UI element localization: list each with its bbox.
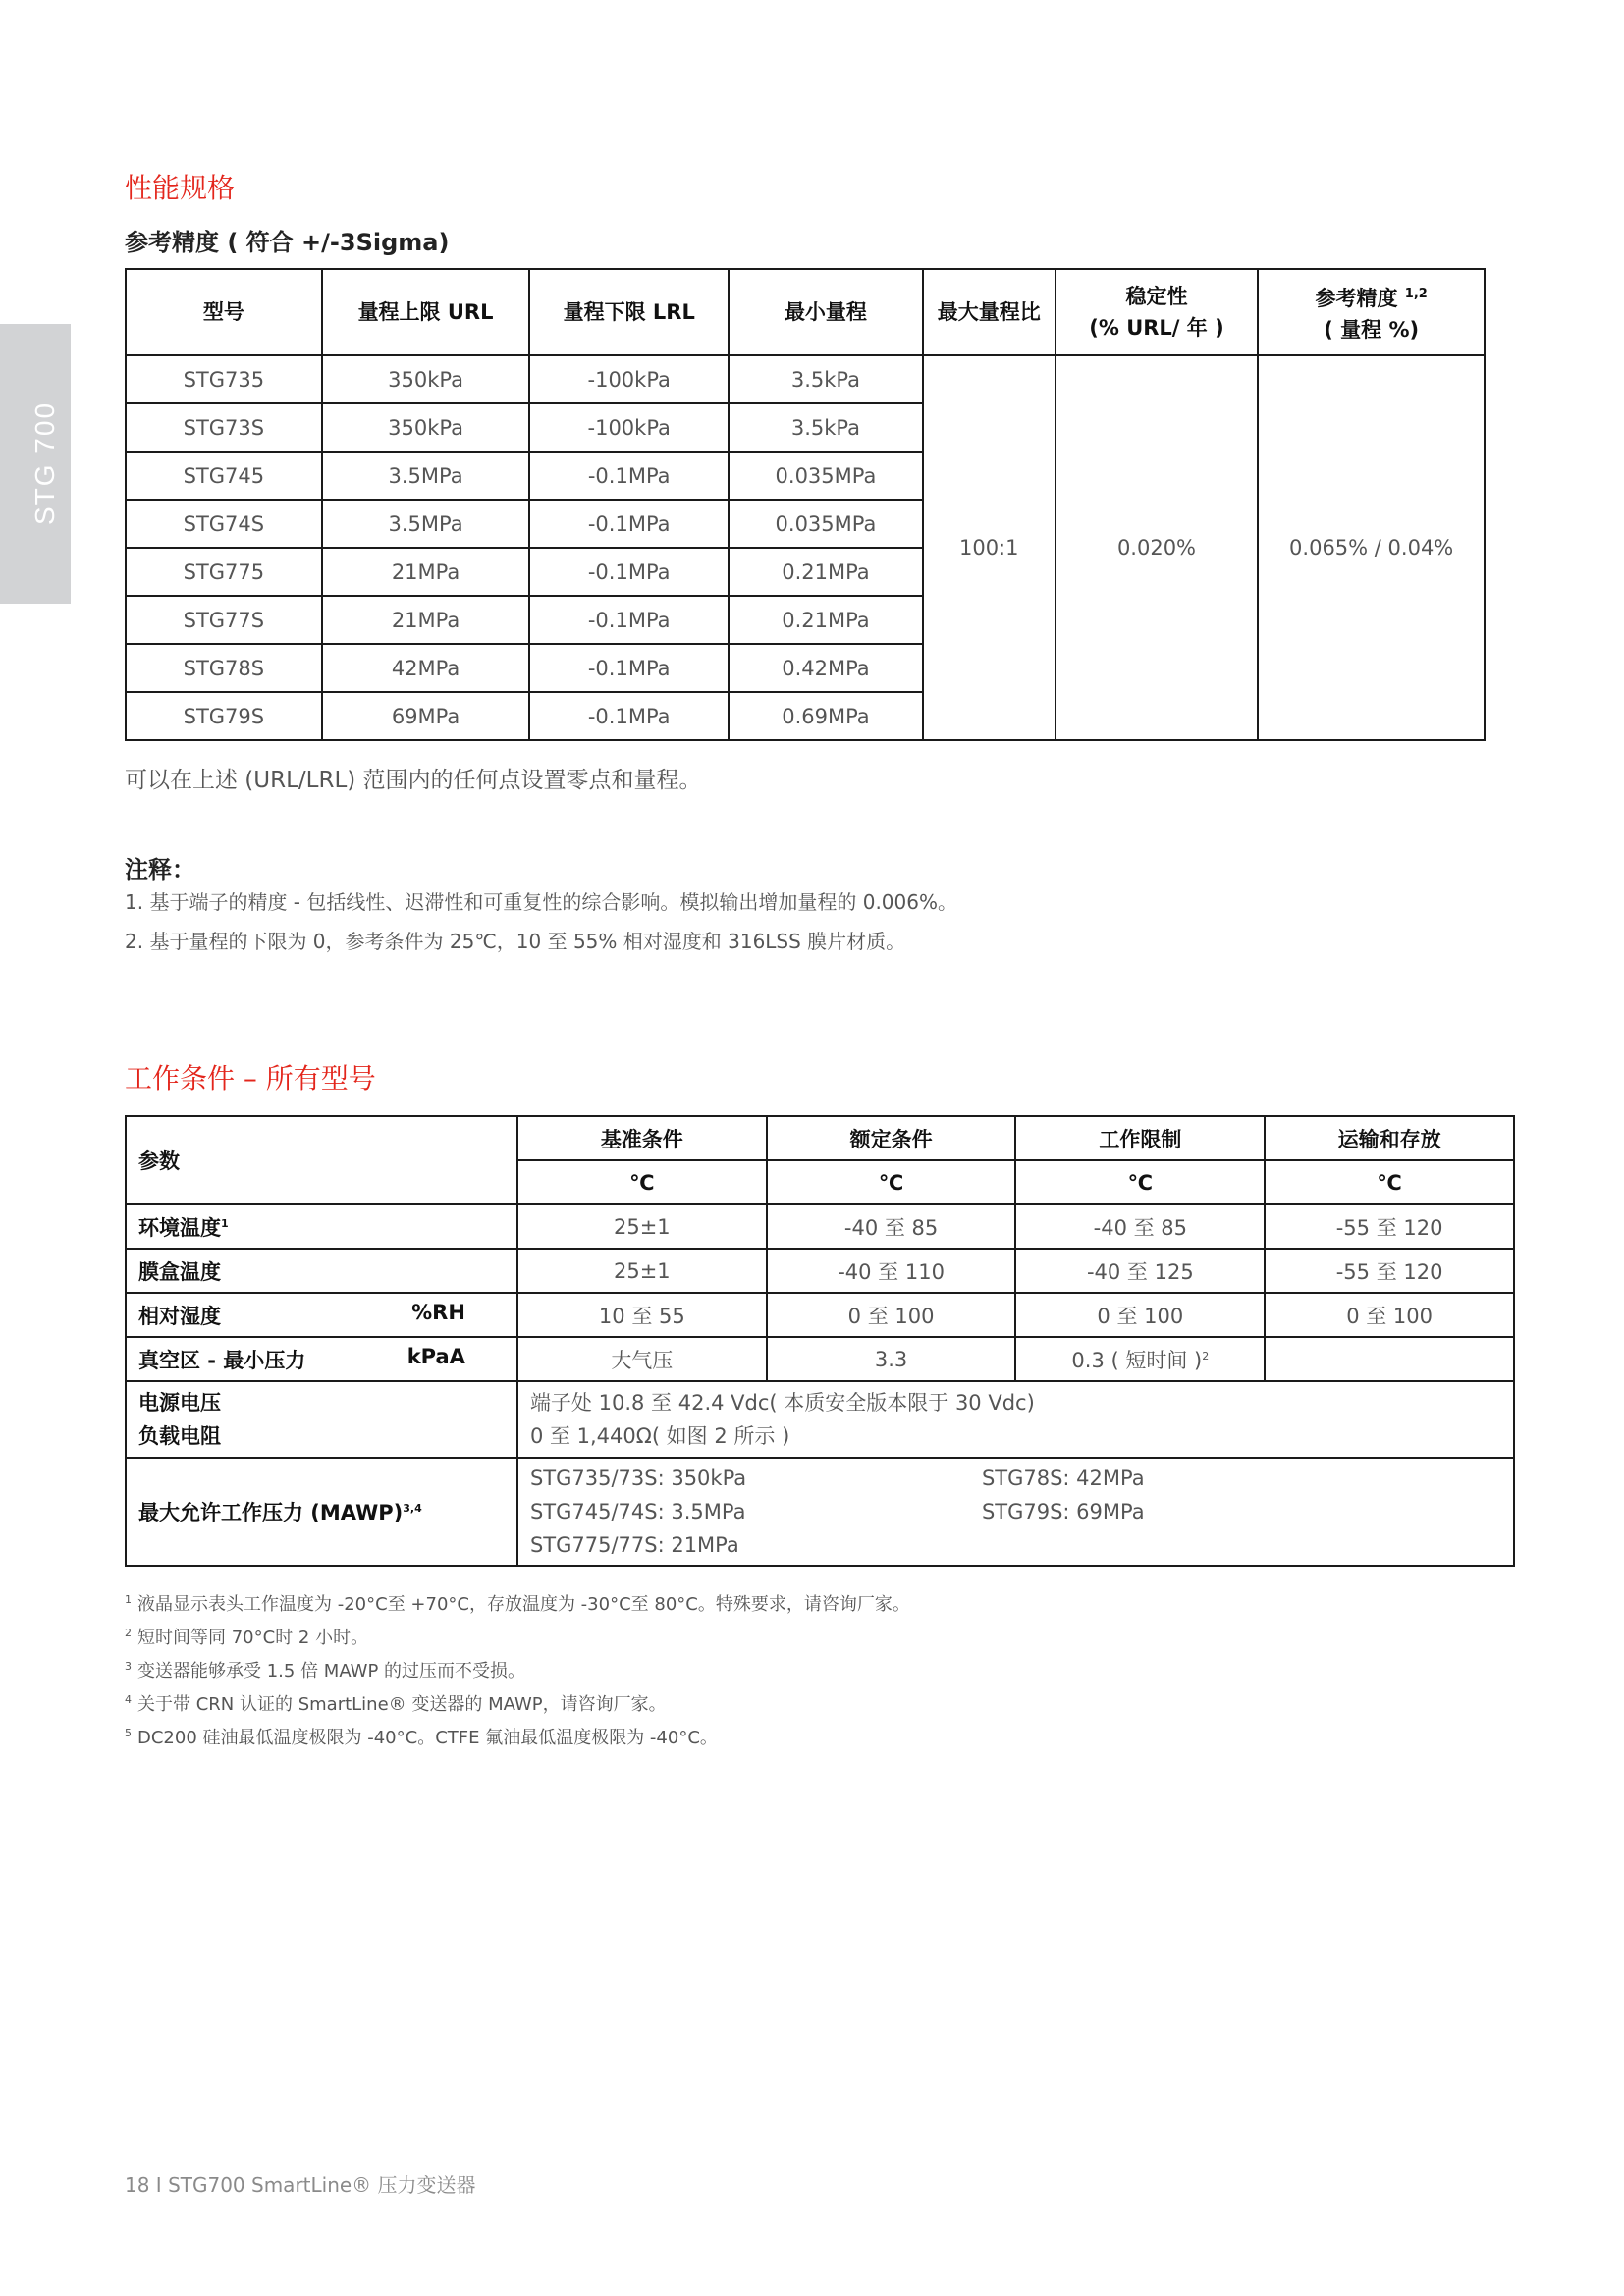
mawp-item: STG735/73S: 350kPa <box>529 1467 747 1490</box>
range-note: 可以在上述 (URL/LRL) 范围内的任何点设置零点和量程。 <box>125 768 702 793</box>
param-header: 参数 <box>126 1116 517 1204</box>
power-value <box>517 1381 1514 1458</box>
ops-row <box>126 1249 1514 1293</box>
ops-value <box>517 1204 767 1249</box>
ops-value-text: 0 至 100 <box>1097 1304 1184 1328</box>
unit-celsius: ℃ <box>1015 1160 1265 1204</box>
ops-value <box>767 1249 1016 1293</box>
col-header-rated: 额定条件 <box>767 1116 1016 1160</box>
header-accuracy-line1: 参考精度 <box>1315 287 1398 310</box>
footnote <box>125 1590 910 1616</box>
perf-cell-lrl: -0.1MPa <box>529 500 729 548</box>
header-max-turndown: 最大量程比 <box>923 269 1056 355</box>
header-accuracy-sup: 1,2 <box>1404 287 1428 301</box>
header-stability-line2: (% URL/ 年 ) <box>1089 316 1224 340</box>
ops-value-text: 25±1 <box>613 1258 671 1283</box>
ops-param-label: 真空区 - 最小压力 <box>138 1348 306 1372</box>
footnote-text: 变送器能够承受 1.5 倍 MAWP 的过压而不受损。 <box>137 1661 526 1682</box>
perf-cell-url: 3.5MPa <box>322 500 530 548</box>
notes-title: 注释： <box>125 856 195 883</box>
power-value-load: 0 至 1,440Ω( 如图 2 所示 ) <box>529 1424 790 1448</box>
perf-cell-lrl: -0.1MPa <box>529 452 729 500</box>
footnote-text: 液晶显示表头工作温度为 -20°C至 +70°C，存放温度为 -30°C至 80°C。特殊要求，请咨询厂家。 <box>137 1594 910 1615</box>
ops-value-text: -40 至 110 <box>838 1259 945 1284</box>
page-footer: 18 I STG700 SmartLine® 压力变送器 <box>125 2173 476 2197</box>
power-row <box>126 1381 1514 1458</box>
ops-value <box>517 1249 767 1293</box>
ops-value <box>1265 1204 1514 1249</box>
ops-param-label: 环境温度 <box>138 1215 221 1240</box>
ops-value <box>1015 1293 1265 1337</box>
mawp-label-text: 最大允许工作压力 (MAWP) <box>138 1501 404 1524</box>
perf-cell-min-span: 3.5kPa <box>729 403 923 452</box>
perf-cell-lrl: -0.1MPa <box>529 548 729 596</box>
col-header-operative: 工作限制 <box>1015 1116 1265 1160</box>
side-tab-label: STG 700 <box>29 400 60 526</box>
header-url: 量程上限 URL <box>322 269 530 355</box>
footnote <box>125 1690 667 1716</box>
merged-turndown: 100:1 <box>923 355 1056 740</box>
ops-value-text: 大气压 <box>611 1348 674 1372</box>
ops-value-sup: 2 <box>1202 1349 1210 1362</box>
ops-param-unit: %RH <box>411 1300 465 1324</box>
mawp-item: STG78S: 42MPa <box>981 1467 1145 1490</box>
ops-value <box>767 1204 1016 1249</box>
ops-value-text: -40 至 125 <box>1086 1259 1194 1284</box>
footnote-text: 关于带 CRN 认证的 SmartLine® 变送器的 MAWP，请咨询厂家。 <box>137 1694 667 1715</box>
ops-value <box>767 1293 1016 1337</box>
perf-cell-lrl: -100kPa <box>529 355 729 403</box>
side-tab <box>0 324 71 604</box>
footnote <box>125 1657 525 1682</box>
ops-value <box>517 1337 767 1381</box>
ops-row <box>126 1337 1514 1381</box>
ops-value <box>1265 1249 1514 1293</box>
header-stability <box>1056 269 1259 355</box>
ops-value-text: -55 至 120 <box>1335 1259 1443 1284</box>
footnote-number: 5 <box>125 1727 132 1739</box>
ops-param-label: 相对湿度 <box>138 1304 221 1328</box>
perf-cell-lrl: -0.1MPa <box>529 596 729 644</box>
perf-cell-min-span: 0.21MPa <box>729 548 923 596</box>
header-model: 型号 <box>126 269 322 355</box>
ops-value <box>1015 1337 1265 1381</box>
perf-cell-model: STG745 <box>126 452 322 500</box>
header-lrl: 量程下限 LRL <box>529 269 729 355</box>
mawp-label-sup: 3,4 <box>403 1502 422 1515</box>
note-1: 1. 基于端子的精度 - 包括线性、迟滞性和可重复性的综合影响。模拟输出增加量程的 0.006%。 <box>125 890 957 914</box>
footnote-text: DC200 硅油最低温度极限为 -40°C。CTFE 氟油最低温度极限为 -40°C。 <box>137 1728 718 1748</box>
perf-cell-url: 42MPa <box>322 644 530 692</box>
unit-celsius: ℃ <box>767 1160 1016 1204</box>
header-accuracy-line2: ( 量程 %) <box>1324 318 1420 342</box>
col-header-reference: 基准条件 <box>517 1116 767 1160</box>
ops-value-text: 0 至 100 <box>847 1304 935 1328</box>
ops-value-text: -40 至 85 <box>843 1215 939 1240</box>
ops-param <box>126 1249 517 1293</box>
ops-value <box>1015 1204 1265 1249</box>
power-label-voltage: 电源电压 <box>138 1391 221 1415</box>
mawp-value <box>517 1458 1514 1566</box>
ops-param-unit: kPaA <box>406 1344 465 1368</box>
perf-cell-model: STG78S <box>126 644 322 692</box>
perf-cell-min-span: 0.42MPa <box>729 644 923 692</box>
footnote-text: 短时间等同 70°C时 2 小时。 <box>137 1628 369 1648</box>
mawp-row <box>126 1458 1514 1566</box>
note-2: 2. 基于量程的下限为 0，参考条件为 25℃，10 至 55% 相对湿度和 316LSS 膜片材质。 <box>125 930 906 953</box>
header-accuracy <box>1258 269 1485 355</box>
merged-stability: 0.020% <box>1056 355 1259 740</box>
ops-value-text: 25±1 <box>613 1214 671 1239</box>
ops-value-text: 10 至 55 <box>598 1304 685 1328</box>
perf-cell-url: 350kPa <box>322 355 530 403</box>
footnote-number: 1 <box>125 1593 132 1606</box>
perf-cell-url: 3.5MPa <box>322 452 530 500</box>
mawp-item: STG79S: 69MPa <box>981 1500 1145 1523</box>
ops-value <box>767 1337 1016 1381</box>
col-header-transport: 运输和存放 <box>1265 1116 1514 1160</box>
footnote-number: 2 <box>125 1627 132 1639</box>
footnote <box>125 1624 368 1649</box>
ops-param <box>126 1293 517 1337</box>
perf-cell-min-span: 0.035MPa <box>729 500 923 548</box>
ops-param <box>126 1204 517 1249</box>
perf-cell-min-span: 3.5kPa <box>729 355 923 403</box>
ops-value <box>1015 1249 1265 1293</box>
perf-cell-model: STG77S <box>126 596 322 644</box>
footnote-number: 3 <box>125 1660 132 1673</box>
perf-header-row <box>126 269 1485 355</box>
unit-celsius: ℃ <box>1265 1160 1514 1204</box>
footnote <box>125 1724 718 1749</box>
perf-row <box>126 355 1485 403</box>
perf-cell-lrl: -100kPa <box>529 403 729 452</box>
header-min-span: 最小量程 <box>729 269 923 355</box>
ops-row <box>126 1293 1514 1337</box>
perf-cell-lrl: -0.1MPa <box>529 644 729 692</box>
power-label <box>126 1381 517 1458</box>
ops-row <box>126 1204 1514 1249</box>
ops-value-text: 0.3 ( 短时间 ) <box>1071 1348 1203 1372</box>
merged-accuracy: 0.065% / 0.04% <box>1258 355 1485 740</box>
mawp-label <box>126 1458 517 1566</box>
perf-cell-model: STG73S <box>126 403 322 452</box>
perf-cell-min-span: 0.21MPa <box>729 596 923 644</box>
ops-value <box>1265 1293 1514 1337</box>
mawp-item: STG745/74S: 3.5MPa <box>529 1500 746 1523</box>
header-stability-line1: 稳定性 <box>1125 285 1188 308</box>
perf-cell-min-span: 0.035MPa <box>729 452 923 500</box>
perf-cell-url: 350kPa <box>322 403 530 452</box>
perf-cell-url: 21MPa <box>322 548 530 596</box>
ops-value <box>517 1293 767 1337</box>
power-value-voltage: 端子处 10.8 至 42.4 Vdc( 本质安全版本限于 30 Vdc) <box>529 1391 1035 1415</box>
perf-table <box>125 268 1486 741</box>
ops-value <box>1265 1337 1514 1381</box>
ops-param-label: 膜盒温度 <box>138 1259 221 1284</box>
perf-cell-lrl: -0.1MPa <box>529 692 729 740</box>
ops-value-text: 0 至 100 <box>1346 1304 1433 1328</box>
ops-value-text: 3.3 <box>874 1347 908 1371</box>
perf-cell-min-span: 0.69MPa <box>729 692 923 740</box>
perf-cell-model: STG74S <box>126 500 322 548</box>
ops-section-title: 工作条件 – 所有型号 <box>125 1062 376 1095</box>
ops-param-sup: 1 <box>221 1216 229 1230</box>
perf-cell-model: STG79S <box>126 692 322 740</box>
unit-celsius: ℃ <box>517 1160 767 1204</box>
perf-cell-model: STG775 <box>126 548 322 596</box>
ops-value-text: -40 至 85 <box>1093 1215 1188 1240</box>
ops-param <box>126 1337 517 1381</box>
perf-sub-title: 参考精度 ( 符合 +/-3Sigma) <box>125 229 450 256</box>
perf-cell-model: STG735 <box>126 355 322 403</box>
footnote-number: 4 <box>125 1693 132 1706</box>
perf-section-title: 性能规格 <box>125 172 236 204</box>
ops-value-text: -55 至 120 <box>1335 1215 1443 1240</box>
ops-table <box>125 1115 1515 1567</box>
perf-cell-url: 69MPa <box>322 692 530 740</box>
power-label-load: 负载电阻 <box>138 1424 221 1448</box>
mawp-item: STG775/77S: 21MPa <box>529 1533 739 1557</box>
perf-cell-url: 21MPa <box>322 596 530 644</box>
